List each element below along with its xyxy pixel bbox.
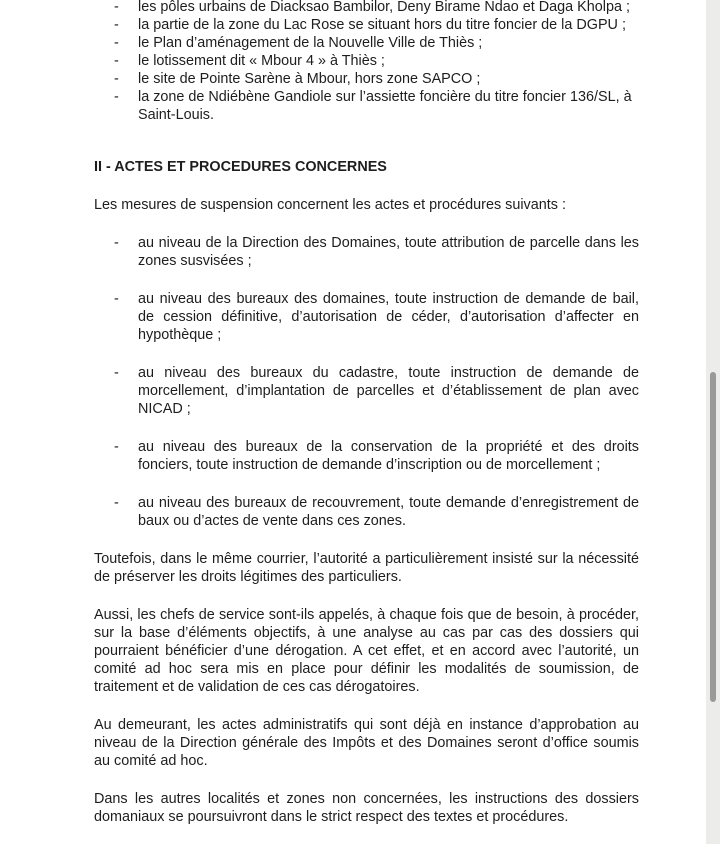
vertical-scrollbar[interactable] xyxy=(706,0,720,844)
dash-bullet: - xyxy=(114,53,119,69)
dash-bullet: - xyxy=(114,35,119,51)
dash-bullet: - xyxy=(114,89,119,105)
dash-bullet: - xyxy=(114,439,119,455)
document-body xyxy=(94,0,639,826)
list-item xyxy=(94,16,639,34)
dash-bullet: - xyxy=(114,71,119,87)
zone-text: le lotissement dit « Mbour 4 » à Thiès ; xyxy=(138,53,385,69)
dash-bullet: - xyxy=(114,17,119,33)
scrollbar-thumb[interactable] xyxy=(710,372,716,702)
list-item xyxy=(94,438,639,474)
paragraph: Aussi, les chefs de service sont-ils appelés, à chaque fois que de besoin, à procéder, sur la base d’éléments objectifs, à une analyse au cas par cas des dossiers qui pourraient bénéficier d’une dérogation. A cet effet, et en accord avec l’autorité, un comité ad hoc sera mis en place pour définir les modalités de soumission, de traitement et de validation de ces cas dérogatoires. xyxy=(94,607,639,695)
list-item xyxy=(94,364,639,418)
dash-bullet: - xyxy=(114,291,119,307)
act-text: au niveau des bureaux du cadastre, toute instruction de demande de morcellement, d’implantation de parcelles et d’établissement de plan avec NICAD ; xyxy=(138,365,639,417)
list-item xyxy=(94,52,639,70)
list-item xyxy=(94,70,639,88)
section-heading: II - ACTES ET PROCEDURES CONCERNES xyxy=(94,159,387,175)
paragraph: Toutefois, dans le même courrier, l’autorité a particulièrement insisté sur la nécessité de préserver les droits légitimes des particuliers. xyxy=(94,551,639,585)
list-item xyxy=(94,0,639,16)
list-item xyxy=(94,34,639,52)
zone-text: la zone de Ndiébène Gandiole sur l’assiette foncière du titre foncier 136/SL, à Saint-Louis. xyxy=(138,89,632,123)
list-item xyxy=(94,494,639,530)
dash-bullet: - xyxy=(114,235,119,251)
list-item xyxy=(94,234,639,270)
dash-bullet: - xyxy=(114,495,119,511)
zone-text: les pôles urbains de Diacksao Bambilor, Deny Birame Ndao et Daga Kholpa ; xyxy=(138,0,630,15)
act-text: au niveau des bureaux des domaines, toute instruction de demande de bail, de cession définitive, d’autorisation de céder, d’autorisation d’affecter en hypothèque ; xyxy=(138,291,639,343)
act-text: au niveau de la Direction des Domaines, toute attribution de parcelle dans les zones susvisées ; xyxy=(138,235,639,269)
acts-list xyxy=(94,234,639,530)
list-item xyxy=(94,290,639,344)
section-intro: Les mesures de suspension concernent les actes et procédures suivants : xyxy=(94,197,566,213)
list-item xyxy=(94,88,639,124)
zones-list xyxy=(94,0,639,124)
zone-text: le site de Pointe Sarène à Mbour, hors zone SAPCO ; xyxy=(138,71,481,87)
paragraph: Dans les autres localités et zones non concernées, les instructions des dossiers domaniaux se poursuivront dans le strict respect des textes et procédures. xyxy=(94,791,639,825)
act-text: au niveau des bureaux de recouvrement, toute demande d’enregistrement de baux ou d’actes de vente dans ces zones. xyxy=(138,495,639,529)
zone-text: le Plan d’aménagement de la Nouvelle Ville de Thiès ; xyxy=(138,35,483,51)
zone-text: la partie de la zone du Lac Rose se situant hors du titre foncier de la DGPU ; xyxy=(138,17,626,33)
act-text: au niveau des bureaux de la conservation de la propriété et des droits fonciers, toute instruction de demande d’inscription ou de morcellement ; xyxy=(138,439,639,473)
dash-bullet: - xyxy=(114,0,119,15)
dash-bullet: - xyxy=(114,365,119,381)
paragraph: Au demeurant, les actes administratifs qui sont déjà en instance d’approbation au niveau de la Direction générale des Impôts et des Domaines seront d’office soumis au comité ad hoc. xyxy=(94,717,639,769)
